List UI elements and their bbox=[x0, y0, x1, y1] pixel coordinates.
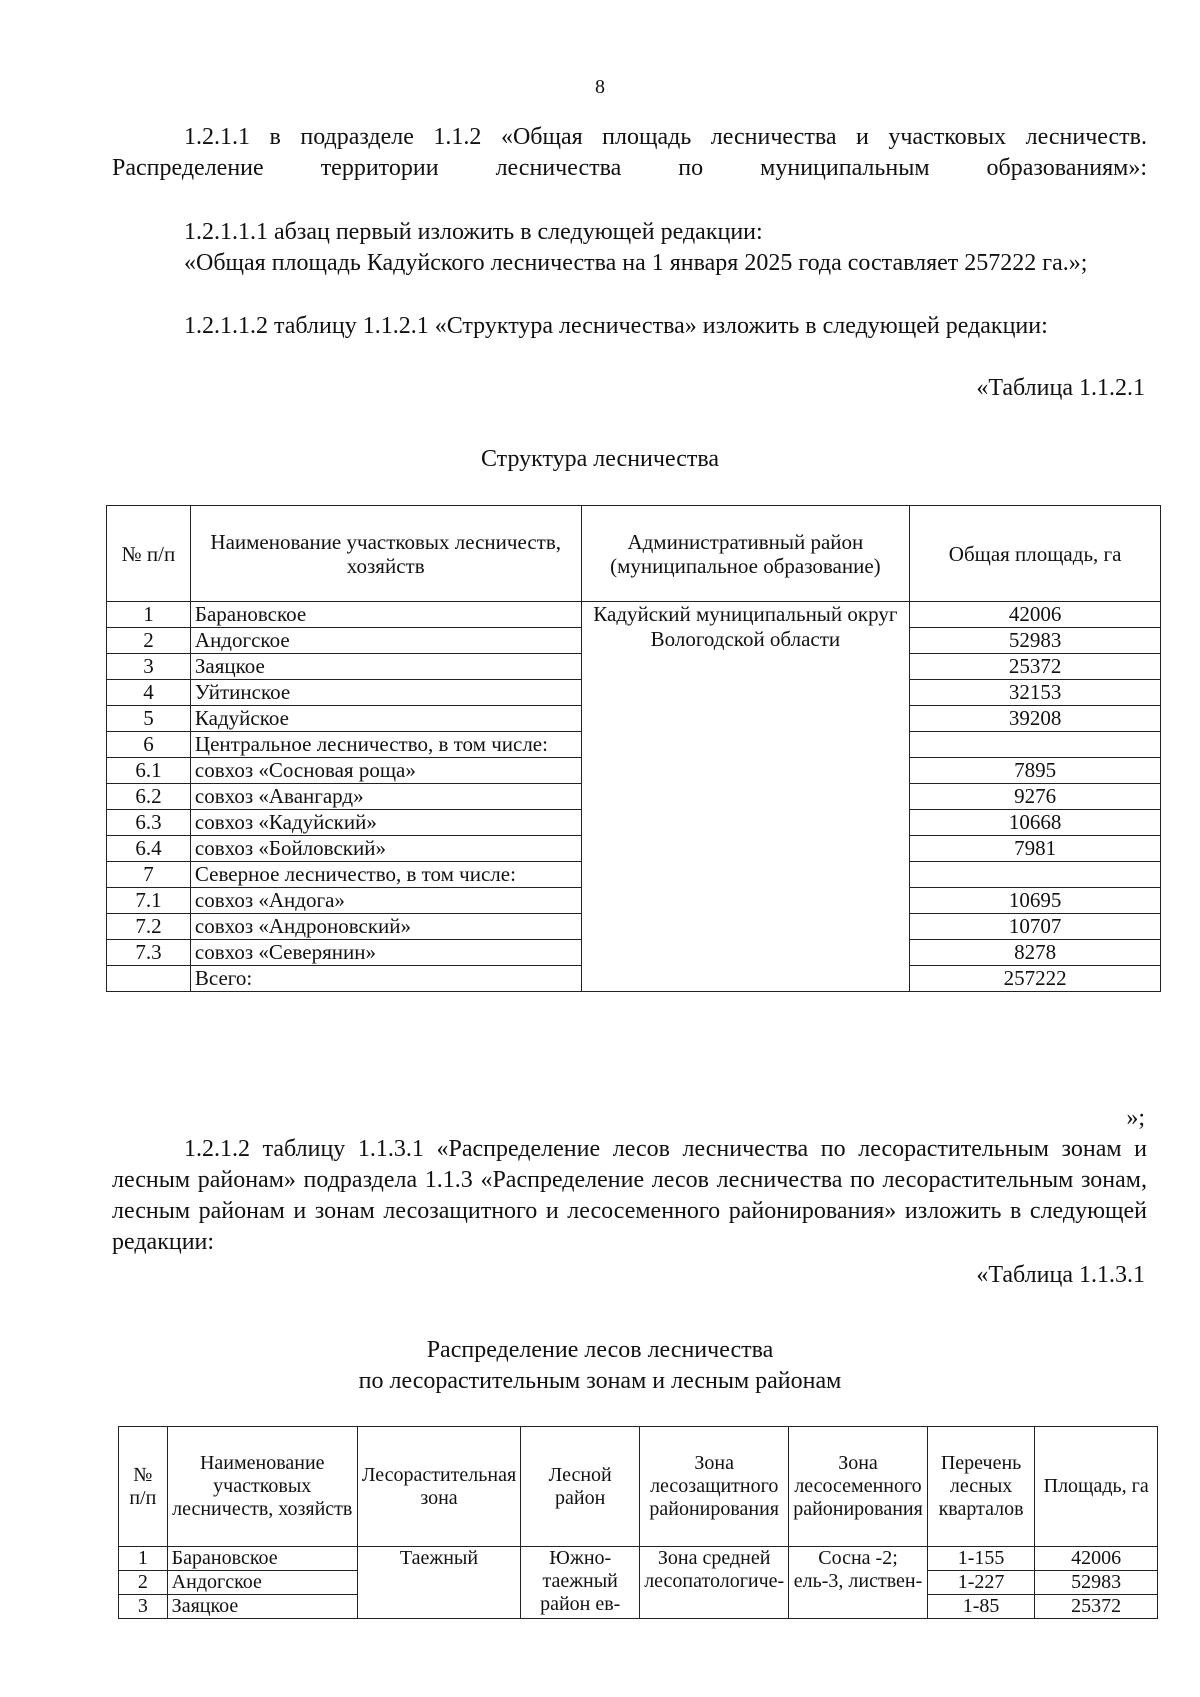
header-quarters: Перечень лесных кварталов bbox=[927, 1427, 1035, 1547]
row-area: 42006 bbox=[910, 602, 1161, 628]
row-area: 8278 bbox=[910, 940, 1161, 966]
forest-district-cell: Южно-таежный район ев- bbox=[521, 1547, 640, 1619]
row-num: 6.2 bbox=[107, 784, 191, 810]
header-area: Общая площадь, га bbox=[910, 506, 1161, 602]
row-area: 7981 bbox=[910, 836, 1161, 862]
header-name: Наименование участковых лесничеств, хозяйств bbox=[190, 506, 581, 602]
table2-title-line-1: Распределение лесов лесничества bbox=[426, 1337, 774, 1363]
admin-district-cell: Кадуйский муниципальный округ Вологодской области bbox=[581, 602, 910, 992]
header-vegetation-zone: Лесорастительная зона bbox=[357, 1427, 520, 1547]
row-num: 7.2 bbox=[107, 914, 191, 940]
header-area: Площадь, га bbox=[1035, 1427, 1158, 1547]
row-area: 10668 bbox=[910, 810, 1161, 836]
table2-title-line-2: по лесорастительным зонам и лесным районам bbox=[358, 1368, 842, 1394]
row-num: 6 bbox=[107, 732, 191, 758]
paragraph-5: 1.2.1.2 таблицу 1.1.3.1 «Распределение лесов лесничества по лесорастительным зонам и лесным районам» подраздела 1.1.3 «Распределение лесов лесничества по лесорастительным зонам, лесным районам и зонам лесозащитного и лесосеменного районирования» изложить в следующей редакции: bbox=[112, 1136, 1147, 1255]
row-name: Кадуйское bbox=[190, 706, 581, 732]
header-protection-zone: Зона лесозащитного районирования bbox=[640, 1427, 789, 1547]
row-num: 3 bbox=[107, 654, 191, 680]
table1-title: Структура лесничества bbox=[480, 446, 720, 472]
row-name: совхоз «Сосновая роща» bbox=[190, 758, 581, 784]
header-num: № п/п bbox=[119, 1427, 168, 1547]
row-name: совхоз «Андроновский» bbox=[190, 914, 581, 940]
row-name: Заяцкое bbox=[167, 1595, 357, 1619]
row-area: 9276 bbox=[910, 784, 1161, 810]
row-num: 6.4 bbox=[107, 836, 191, 862]
forestry-structure-table bbox=[106, 505, 1161, 992]
row-area: 52983 bbox=[1035, 1571, 1158, 1595]
row-name: Центральное лесничество, в том числе: bbox=[190, 732, 581, 758]
row-num: 1 bbox=[119, 1547, 168, 1571]
row-name: совхоз «Кадуйский» bbox=[190, 810, 581, 836]
table1-caption: «Таблица 1.1.2.1 bbox=[976, 375, 1145, 401]
paragraph-4: 1.2.1.1.2 таблицу 1.1.2.1 «Структура лесничества» изложить в следующей редакции: bbox=[184, 313, 1048, 339]
row-num: 7.1 bbox=[107, 888, 191, 914]
forest-distribution-table bbox=[118, 1426, 1158, 1619]
row-num: 7.3 bbox=[107, 940, 191, 966]
row-num: 5 bbox=[107, 706, 191, 732]
row-name: совхоз «Авангард» bbox=[190, 784, 581, 810]
row-name: Барановское bbox=[167, 1547, 357, 1571]
paragraph-3: «Общая площадь Кадуйского лесничества на 1 января 2025 года составляет 257222 га.»; bbox=[184, 250, 1088, 276]
row-area: 25372 bbox=[1035, 1595, 1158, 1619]
row-area: 257222 bbox=[910, 966, 1161, 992]
row-num: 6.3 bbox=[107, 810, 191, 836]
row-name: Андогское bbox=[190, 628, 581, 654]
row-quarters: 1-155 bbox=[927, 1547, 1035, 1571]
row-num: 1 bbox=[107, 602, 191, 628]
protection-zone-cell: Зона средней лесопатологиче- bbox=[640, 1547, 789, 1619]
table2-caption: «Таблица 1.1.3.1 bbox=[976, 1262, 1145, 1288]
row-name: совхоз «Андога» bbox=[190, 888, 581, 914]
vegetation-zone-cell: Таежный bbox=[357, 1547, 520, 1619]
row-name: Северное лесничество, в том числе: bbox=[190, 862, 581, 888]
row-name: совхоз «Бойловский» bbox=[190, 836, 581, 862]
row-num: 2 bbox=[119, 1571, 168, 1595]
page-number: 8 bbox=[595, 76, 605, 98]
paragraph-1: 1.2.1.1 в подразделе 1.1.2 «Общая площадь лесничества и участковых лесничеств. Распределение территории лесничества по муниципальным образованиям»: bbox=[112, 124, 1147, 181]
header-admin-district: Административный район (муниципальное образование) bbox=[581, 506, 910, 602]
row-area: 39208 bbox=[910, 706, 1161, 732]
row-name: Заяцкое bbox=[190, 654, 581, 680]
table-row bbox=[107, 602, 1161, 628]
row-area: 7895 bbox=[910, 758, 1161, 784]
paragraph-2: 1.2.1.1.1 абзац первый изложить в следующей редакции: bbox=[184, 219, 763, 245]
row-name: Всего: bbox=[190, 966, 581, 992]
row-area: 42006 bbox=[1035, 1547, 1158, 1571]
row-area bbox=[910, 732, 1161, 758]
row-num: 2 bbox=[107, 628, 191, 654]
row-quarters: 1-85 bbox=[927, 1595, 1035, 1619]
header-forest-district: Лесной район bbox=[521, 1427, 640, 1547]
row-area bbox=[910, 862, 1161, 888]
header-name: Наименование участковых лесничеств, хозяйств bbox=[167, 1427, 357, 1547]
header-seed-zone: Зона лесосеменного районирования bbox=[789, 1427, 928, 1547]
table1-closing: »; bbox=[1126, 1105, 1145, 1131]
row-num: 4 bbox=[107, 680, 191, 706]
table-row bbox=[119, 1547, 1158, 1571]
row-name: Барановское bbox=[190, 602, 581, 628]
row-area: 25372 bbox=[910, 654, 1161, 680]
row-num bbox=[107, 966, 191, 992]
header-num: № п/п bbox=[107, 506, 191, 602]
row-num: 7 bbox=[107, 862, 191, 888]
row-name: совхоз «Северянин» bbox=[190, 940, 581, 966]
row-area: 52983 bbox=[910, 628, 1161, 654]
row-area: 10707 bbox=[910, 914, 1161, 940]
row-num: 3 bbox=[119, 1595, 168, 1619]
row-area: 32153 bbox=[910, 680, 1161, 706]
seed-zone-cell: Сосна -2; ель-3, листвен- bbox=[789, 1547, 928, 1619]
row-area: 10695 bbox=[910, 888, 1161, 914]
row-quarters: 1-227 bbox=[927, 1571, 1035, 1595]
row-num: 6.1 bbox=[107, 758, 191, 784]
row-name: Андогское bbox=[167, 1571, 357, 1595]
row-name: Уйтинское bbox=[190, 680, 581, 706]
